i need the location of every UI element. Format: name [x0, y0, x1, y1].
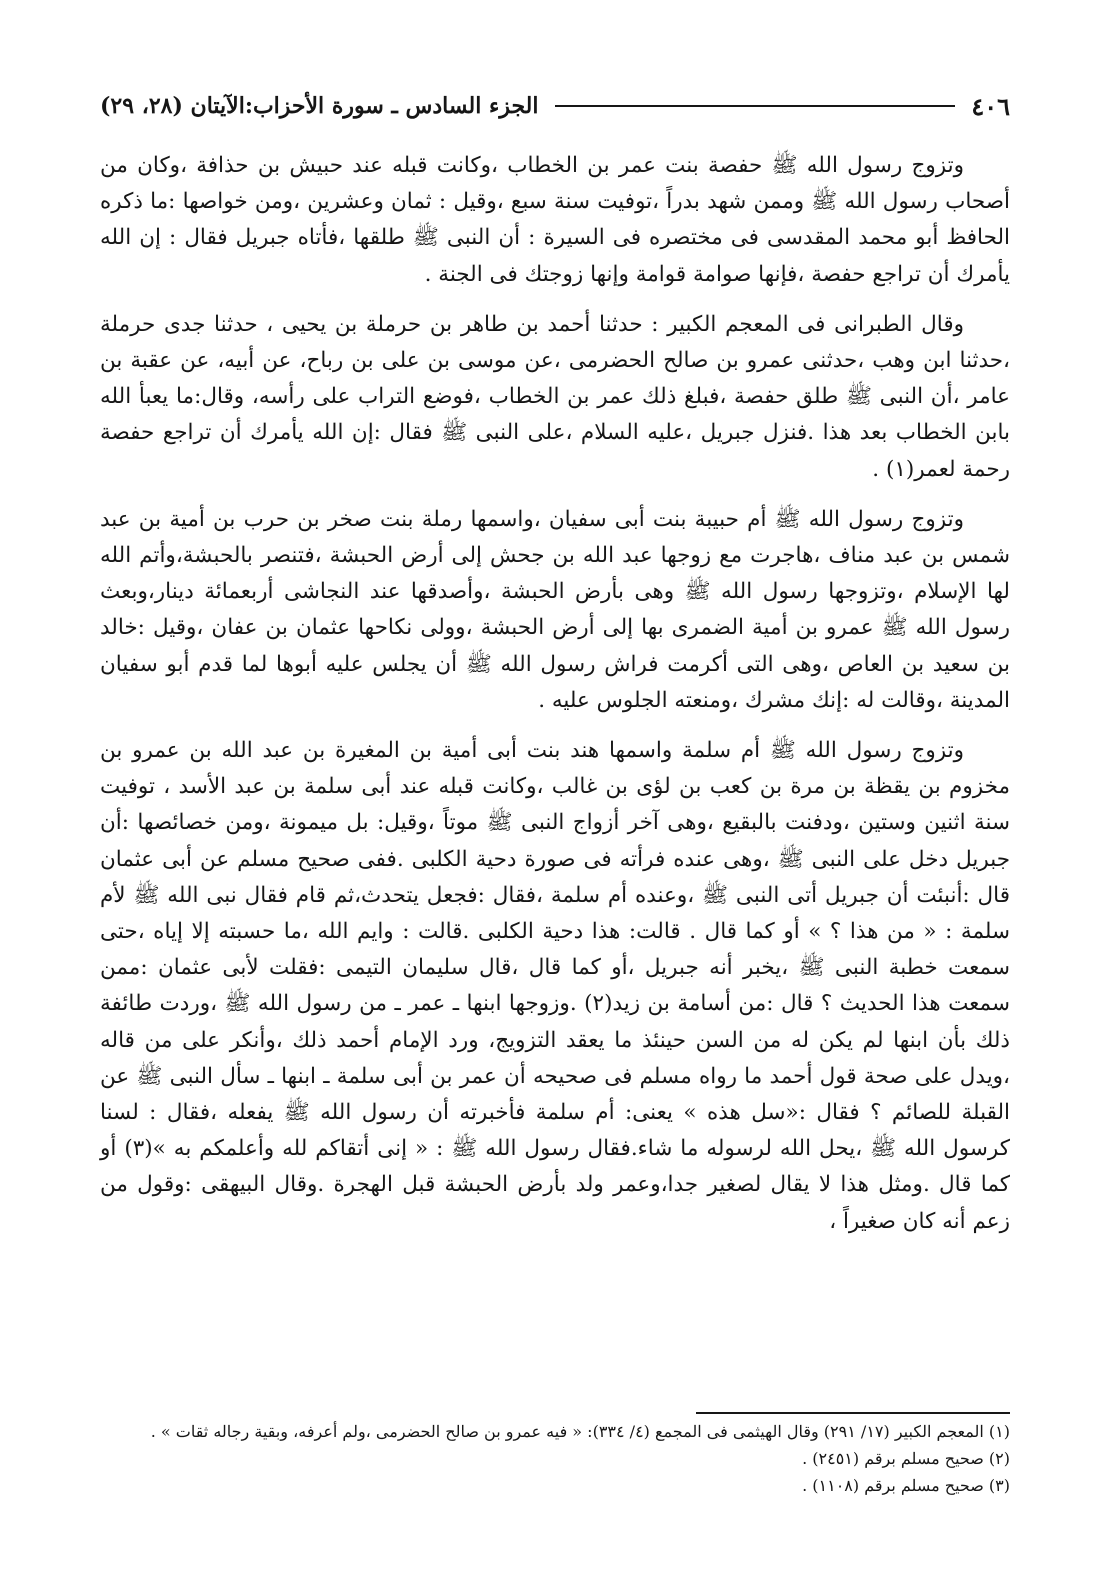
- page-number: ٤٠٦: [971, 91, 1010, 121]
- footnote-rule: [696, 1412, 1010, 1414]
- footnote-3: (٣) صحيح مسلم برقم (١١٠٨) .: [802, 1476, 1010, 1495]
- page-header: [100, 88, 1010, 124]
- paragraph-tabarani: وقال الطبرانى فى المعجم الكبير : حدثنا أحمد بن طاهر بن حرملة بن يحيى ، حدثنا جدى حرملة ،حدثنا ابن وهب ،حدثنى عمرو بن صالح الحضرمى ،عن موسى بن على بن رباح، عن أبيه، عن عقبة بن عامر ،أن النبى ﷺ طلق حفصة ،فبلغ ذلك عمر بن الخطاب ،فوضع التراب على رأسه، وقال:ما يعبأ الله بابن الخطاب بعد هذا .فنزل جبريل ،عليه السلام ،على النبى ﷺ فقال :إن الله يأمرك أن تراجع حفصة رحمة لعمر(١) .: [100, 311, 1010, 482]
- running-title: الجزء السادس ـ سورة الأحزاب:الآيتان (٢٨، ٢٩): [100, 93, 539, 119]
- footnotes: [100, 1418, 1010, 1499]
- footnote-1: (١) المعجم الكبير (١٧/ ٢٩١) وقال الهيثمى فى المجمع (٤/ ٣٣٤): « فيه عمرو بن صالح الحضرمى ،ولم أعرفه، وبقية رجاله ثقات » .: [150, 1422, 1010, 1441]
- paragraph-hafsa: وتزوج رسول الله ﷺ حفصة بنت عمر بن الخطاب ،وكانت قبله عند حبيش بن حذافة ،وكان من أصحاب رسول الله ﷺ وممن شهد بدراً ،توفيت سنة سبع ،وقيل : ثمان وعشرين ،ومن خواصها :ما ذكره الحافظ أبو محمد المقدسى فى مختصره فى السيرة : أن النبى ﷺ طلقها ،فأتاه جبريل فقال : إن الله يأمرك أن تراجع حفصة ،فإنها صوامة قوامة وإنها زوجتك فى الجنة .: [100, 153, 1010, 287]
- footnote-2: (٢) صحيح مسلم برقم (٢٤٥١) .: [802, 1449, 1010, 1468]
- header-rule: [555, 105, 956, 107]
- paragraph-umm-salama: وتزوج رسول الله ﷺ أم سلمة واسمها هند بنت أبى أمية بن المغيرة بن عبد الله بن عمرو بن مخزوم بن يقظة بن مرة بن كعب بن لؤى بن غالب ،وكانت قبله عند أبى سلمة بن عبد الأسد ، توفيت سنة اثنين وستين ،ودفنت بالبقيع ،وهى آخر أزواج النبى ﷺ موتاً ،وقيل: بل ميمونة ،ومن خصائصها :أن جبريل دخل على النبى ﷺ ،وهى عنده فرأته فى صورة دحية الكلبى .ففى صحيح مسلم عن أبى عثمان قال :أنبئت أن جبريل أتى النبى ﷺ ،وعنده أم سلمة ،فقال :فجعل يتحدث،ثم قام فقال نبى الله ﷺ لأم سلمة : « من هذا ؟ » أو كما قال . قالت: هذا دحية الكلبى .قالت : وايم الله ،ما حسبته إلا إياه ،حتى سمعت خطبة النبى ﷺ ،يخبر أنه جبريل ،أو كما قال ،قال سليمان التيمى :فقلت لأبى عثمان :ممن سمعت هذا الحديث ؟ قال :من أسامة بن زيد(٢) .وزوجها ابنها ـ عمر ـ من رسول الله ﷺ ،وردت طائفة ذلك بأن ابنها لم يكن له من السن حينئذ ما يعقد التزويج، ورد الإمام أحمد ذلك ،وأنكر على من قاله ،ويدل على صحة قول أحمد ما رواه مسلم فى صحيحه أن عمر بن أبى سلمة ـ ابنها ـ سأل النبى ﷺ عن القبلة للصائم ؟ فقال :«سل هذه » يعنى: أم سلمة فأخبرته أن رسول الله ﷺ يفعله ،فقال : لسنا كرسول الله ﷺ ،يحل الله لرسوله ما شاء.فقال رسول الله ﷺ : « إنى أتقاكم لله وأعلمكم به »(٣) أو كما قال .ومثل هذا لا يقال لصغير جدا،وعمر ولد بأرض الحبشة قبل الهجرة .وقال البيهقى :وقول من زعم أنه كان صغيراً ،: [100, 738, 1011, 1234]
- paragraph-umm-habiba: وتزوج رسول الله ﷺ أم حبيبة بنت أبى سفيان ،واسمها رملة بنت صخر بن حرب بن أمية بن عبد شمس بن عبد مناف ،هاجرت مع زوجها عبد الله بن جحش إلى أرض الحبشة ،فتنصر بالحبشة،وأتم الله لها الإسلام ،وتزوجها رسول الله ﷺ وهى بأرض الحبشة ،وأصدقها عند النجاشى أربعمائة دينار،وبعث رسول الله ﷺ عمرو بن أمية الضمرى بها إلى أرض الحبشة ،وولى نكاحها عثمان بن عفان ،وقيل :خالد بن سعيد بن العاص ،وهى التى أكرمت فراش رسول الله ﷺ أن يجلس عليه أبوها لما قدم أبو سفيان المدينة ،وقالت له :إنك مشرك ،ومنعته الجلوس عليه .: [100, 506, 1010, 713]
- main-text: [100, 148, 1010, 1254]
